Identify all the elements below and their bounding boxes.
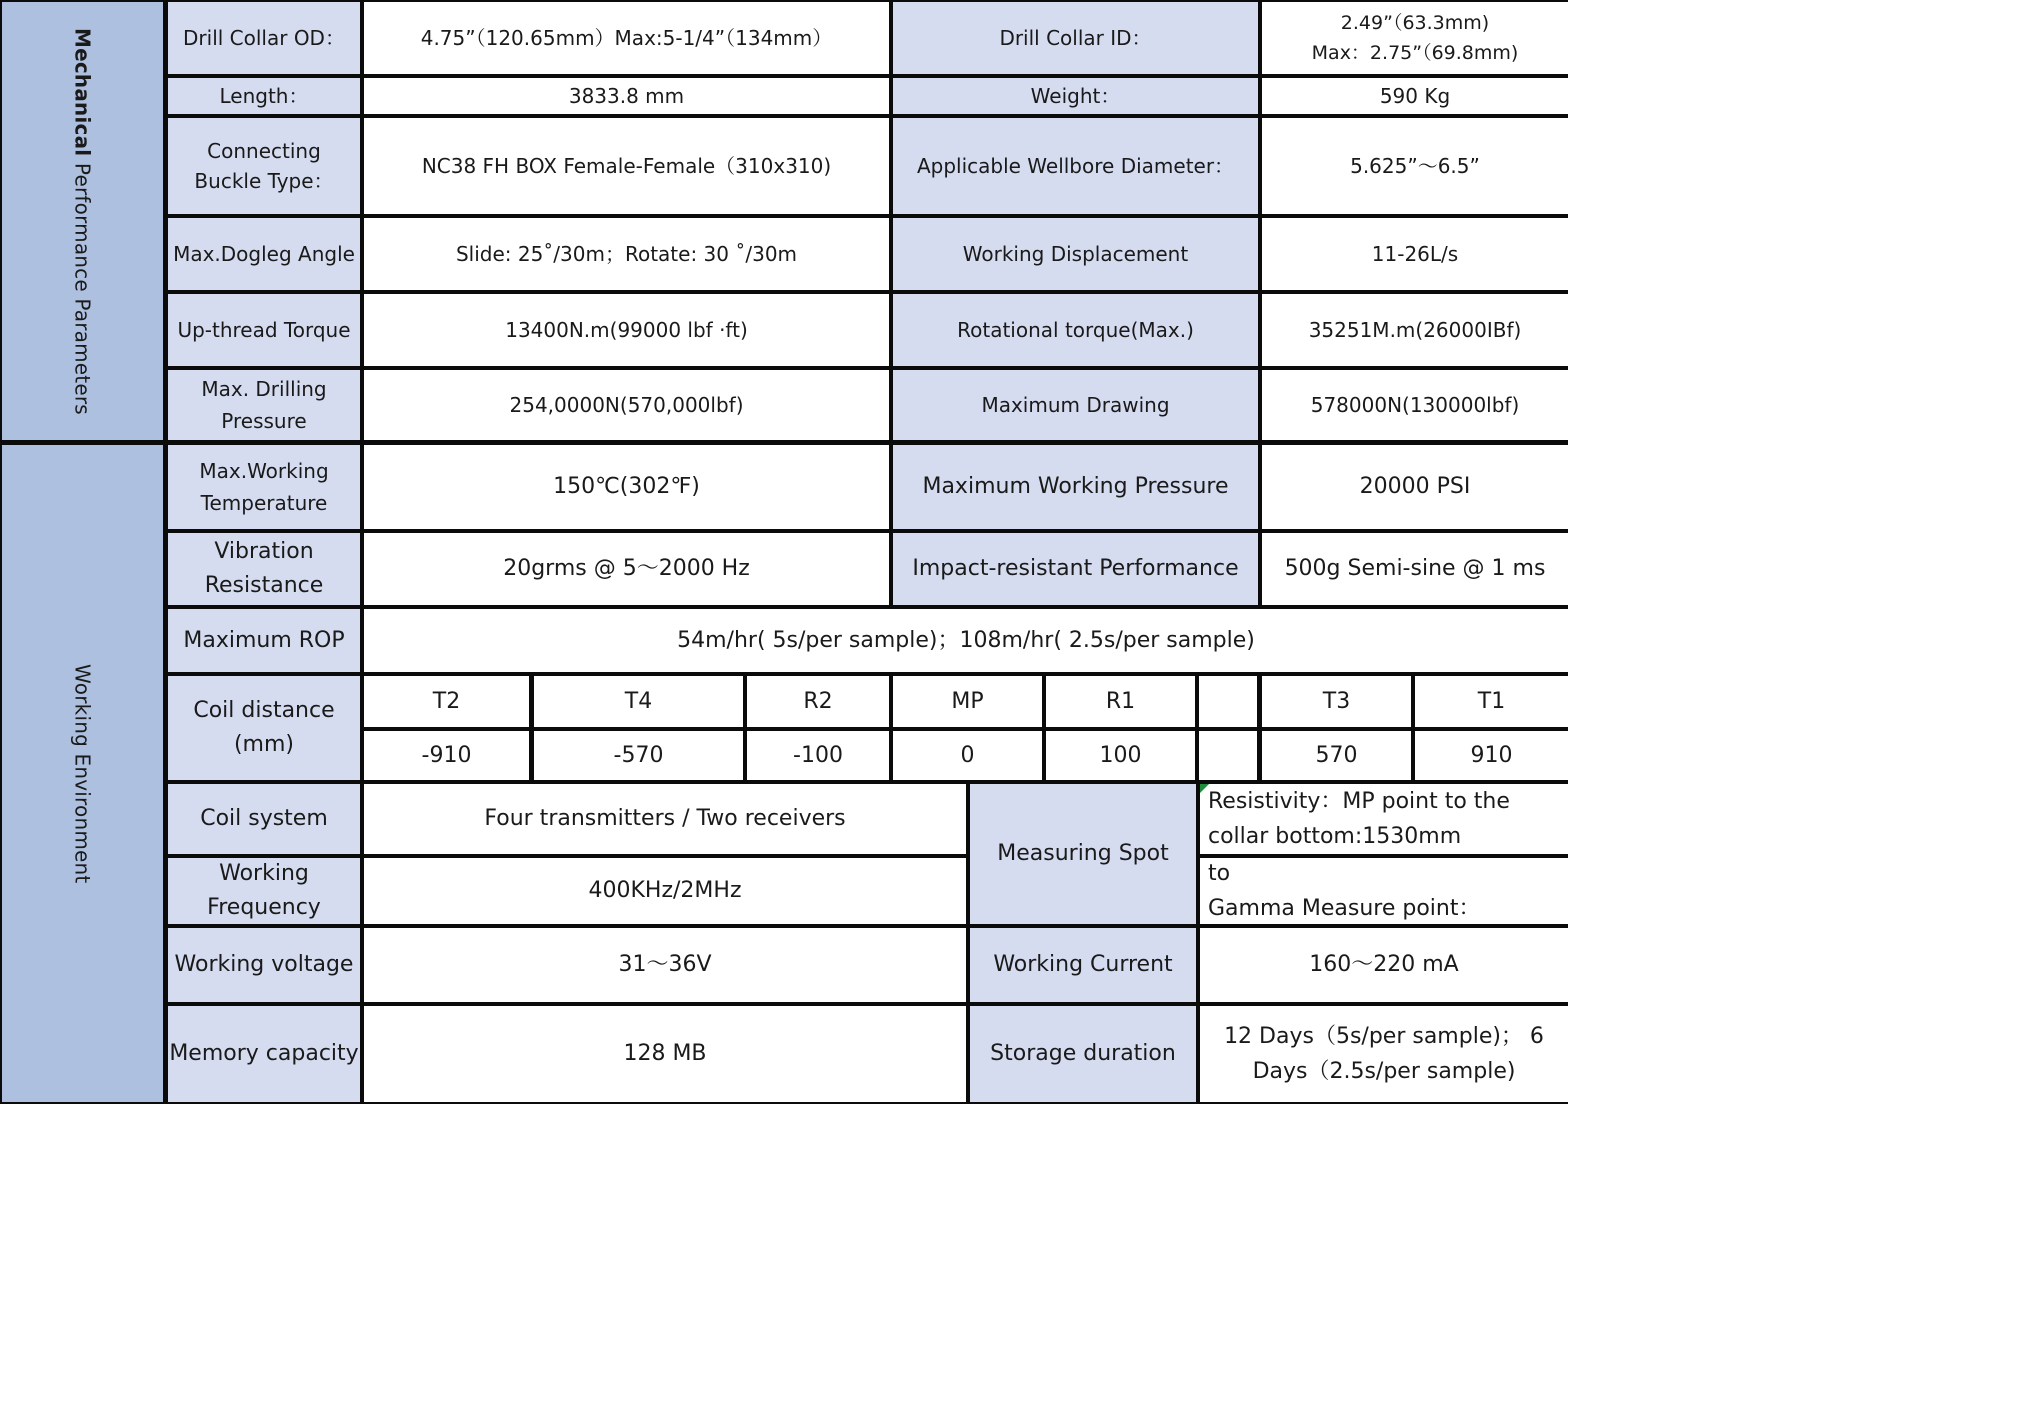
label-working-displacement: Working Displacement <box>893 218 1258 290</box>
value-resistivity-measure-point <box>1200 784 1568 854</box>
value-max-working-temperature: 150℃(302℉) <box>364 445 889 529</box>
coil-header-cell: R1 <box>1046 676 1195 727</box>
label-connecting-buckle-type: Connecting Buckle Type： <box>168 118 360 214</box>
resistivity-text: Resistivity：MP point to the collar bottom:1530mm <box>1208 789 1510 849</box>
value-weight: 590 Kg <box>1262 78 1568 114</box>
label-working-current: Working Current <box>970 928 1196 1002</box>
label-drill-collar-id: Drill Collar ID： <box>893 2 1258 74</box>
label-applicable-wellbore-diameter: Applicable Wellbore Diameter： <box>893 118 1258 214</box>
label-coil-system: Coil system <box>168 784 360 854</box>
label-maximum-rop: Maximum ROP <box>168 609 360 672</box>
coil-distance-value-cell: -570 <box>534 731 743 780</box>
coil-header-cell: R2 <box>747 676 889 727</box>
value-working-displacement: 11-26L/s <box>1262 218 1568 290</box>
label-measuring-spot: Measuring Spot <box>970 784 1196 924</box>
coil-header-cell <box>1199 676 1257 727</box>
coil-distance-value-cell: 0 <box>893 731 1042 780</box>
coil-distance-value-cell: 570 <box>1262 731 1411 780</box>
label-coil-distance: Coil distance (mm) <box>168 676 360 780</box>
label-vibration-resistance: Vibration Resistance <box>168 533 360 605</box>
label-up-thread-torque: Up-thread Torque <box>168 294 360 366</box>
label-weight: Weight： <box>893 78 1258 114</box>
value-drill-collar-id: 2.49”（63.3mm) Max：2.75”（69.8mm) <box>1262 2 1568 74</box>
value-working-frequency: 400KHz/2MHz <box>364 858 966 924</box>
coil-header-cell: T1 <box>1415 676 1568 727</box>
value-maximum-working-pressure: 20000 PSI <box>1262 445 1568 529</box>
section-mechanical-performance <box>2 2 163 440</box>
label-max-dogleg-angle: Max.Dogleg Angle <box>168 218 360 290</box>
value-maximum-rop: 54m/hr( 5s/per sample)；108m/hr( 2.5s/per sample) <box>364 609 1568 672</box>
coil-distance-value-cell <box>1199 731 1257 780</box>
label-maximum-working-pressure: Maximum Working Pressure <box>893 445 1258 529</box>
label-maximum-drawing: Maximum Drawing <box>893 370 1258 440</box>
label-memory-capacity: Memory capacity <box>168 1006 360 1102</box>
value-coil-system: Four transmitters / Two receivers <box>364 784 966 854</box>
comment-marker-icon <box>1200 784 1209 793</box>
value-length: 3833.8 mm <box>364 78 889 114</box>
value-impact-resistant-performance: 500g Semi-sine @ 1 ms <box>1262 533 1568 605</box>
coil-header-cell: T2 <box>364 676 529 727</box>
value-vibration-resistance: 20grms @ 5～2000 Hz <box>364 533 889 605</box>
label-storage-duration: Storage duration <box>970 1006 1196 1102</box>
value-connecting-buckle-type: NC38 FH BOX Female-Female（310x310) <box>364 118 889 214</box>
value-gamma-measure-point: to Gamma Measure point： <box>1200 858 1568 924</box>
coil-distance-value-cell: -910 <box>364 731 529 780</box>
value-maximum-drawing: 578000N(130000lbf) <box>1262 370 1568 440</box>
section-mechanical-rest: Performance Parameters <box>70 155 95 415</box>
coil-distance-value-cell: -100 <box>747 731 889 780</box>
coil-header-cell: T3 <box>1262 676 1411 727</box>
value-working-current: 160～220 mA <box>1200 928 1568 1002</box>
coil-distance-value-cell: 910 <box>1415 731 1568 780</box>
section-working-environment: Working Environment <box>2 445 163 1102</box>
label-rotational-torque: Rotational torque(Max.) <box>893 294 1258 366</box>
label-impact-resistant-performance: Impact-resistant Performance <box>893 533 1258 605</box>
value-max-dogleg-angle: Slide: 25˚/30m；Rotate: 30 ˚/30m <box>364 218 889 290</box>
value-memory-capacity: 128 MB <box>364 1006 966 1102</box>
value-up-thread-torque: 13400N.m(99000 lbf ·ft) <box>364 294 889 366</box>
value-applicable-wellbore-diameter: 5.625”～6.5” <box>1262 118 1568 214</box>
label-max-working-temperature: Max.Working Temperature <box>168 445 360 529</box>
coil-header-cell: T4 <box>534 676 743 727</box>
label-drill-collar-od: Drill Collar OD： <box>168 2 360 74</box>
label-length: Length： <box>168 78 360 114</box>
coil-header-cell: MP <box>893 676 1042 727</box>
coil-distance-value-cell: 100 <box>1046 731 1195 780</box>
label-working-frequency: Working Frequency <box>168 858 360 924</box>
section-mechanical-bold: Mechanical <box>70 27 95 156</box>
value-storage-duration: 12 Days（5s/per sample)； 6 Days（2.5s/per sample) <box>1200 1006 1568 1102</box>
value-rotational-torque: 35251M.m(26000IBf) <box>1262 294 1568 366</box>
value-max-drilling-pressure: 254,0000N(570,000lbf) <box>364 370 889 440</box>
label-working-voltage: Working voltage <box>168 928 360 1002</box>
label-max-drilling-pressure: Max. Drilling Pressure <box>168 370 360 440</box>
value-drill-collar-od: 4.75”（120.65mm）Max:5-1/4”（134mm） <box>364 2 889 74</box>
value-working-voltage: 31～36V <box>364 928 966 1002</box>
